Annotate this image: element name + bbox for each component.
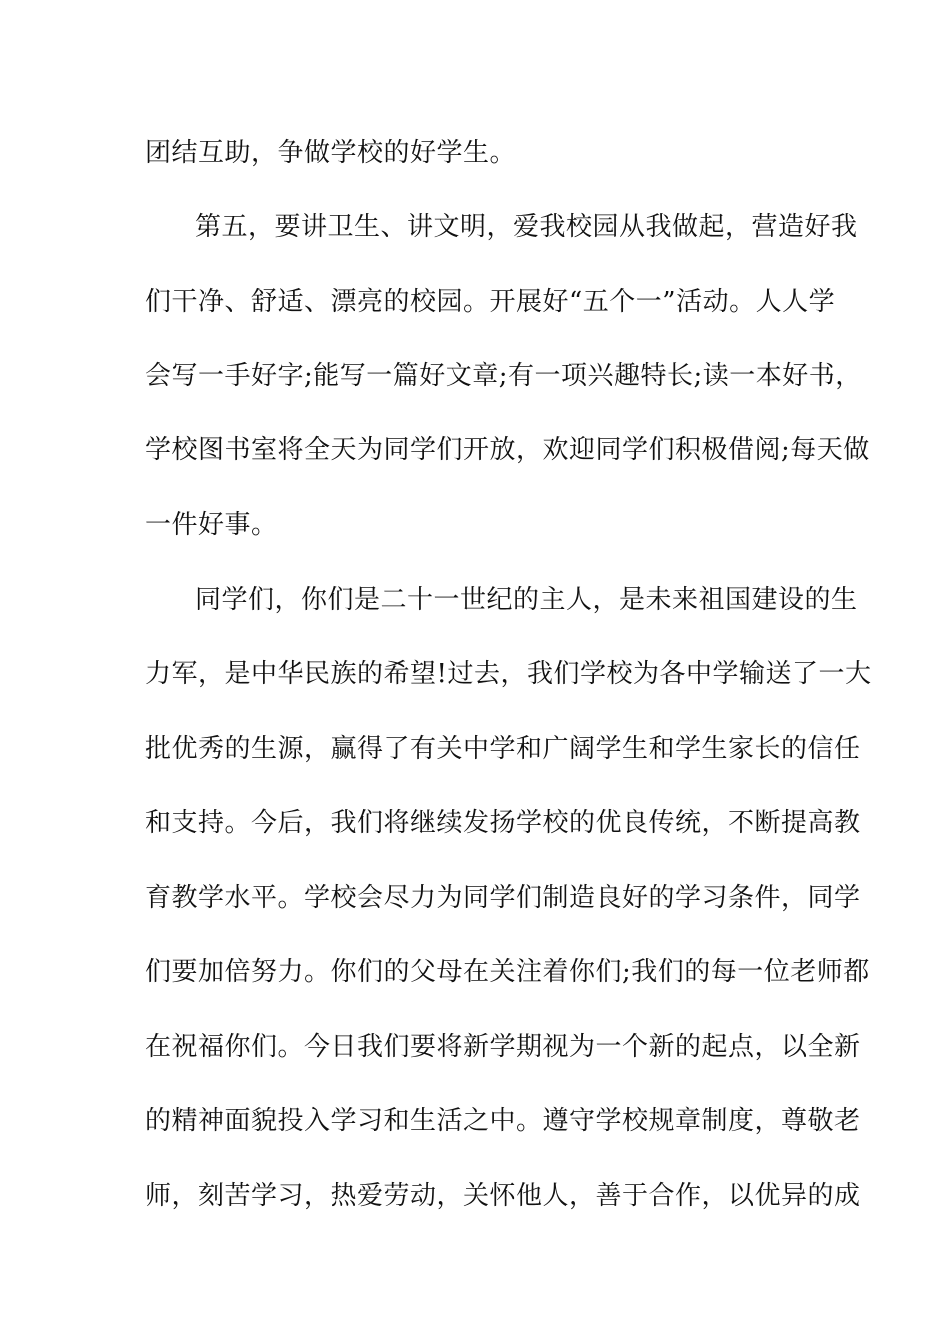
- text-line: 师，刻苦学习，热爱劳动，关怀他人，善于合作，以优异的成: [145, 1181, 861, 1211]
- text-line: 会写一手好字;能写一篇好文章;有一项兴趣特长;读一本好书，: [145, 361, 862, 391]
- text-line: 们干净、舒适、漂亮的校园。开展好“五个一”活动。人人学: [145, 287, 836, 317]
- text-line: 学校图书室将全天为同学们开放，欢迎同学们积极借阅;每天做: [145, 435, 870, 465]
- text-line: 力军，是中华民族的希望!过去，我们学校为各中学输送了一大: [145, 659, 872, 689]
- text-line: 们要加倍努力。你们的父母在关注着你们;我们的每一位老师都: [145, 957, 870, 987]
- paragraph-start-line: 第五，要讲卫生、讲文明，爱我校园从我做起，营造好我: [195, 212, 858, 242]
- text-line: 在祝福你们。今日我们要将新学期视为一个新的起点，以全新: [145, 1032, 861, 1062]
- text-line: 团结互助，争做学校的好学生。: [145, 138, 517, 168]
- text-line: 育教学水平。学校会尽力为同学们制造良好的学习条件，同学: [145, 883, 861, 913]
- text-line: 一件好事。: [145, 510, 278, 540]
- paragraph-start-line: 同学们，你们是二十一世纪的主人，是未来祖国建设的生: [195, 585, 858, 615]
- text-line: 的精神面貌投入学习和生活之中。遵守学校规章制度，尊敬老: [145, 1106, 861, 1136]
- text-line: 和支持。今后，我们将继续发扬学校的优良传统，不断提高教: [145, 808, 861, 838]
- text-line: 批优秀的生源，赢得了有关中学和广阔学生和学生家长的信任: [145, 734, 861, 764]
